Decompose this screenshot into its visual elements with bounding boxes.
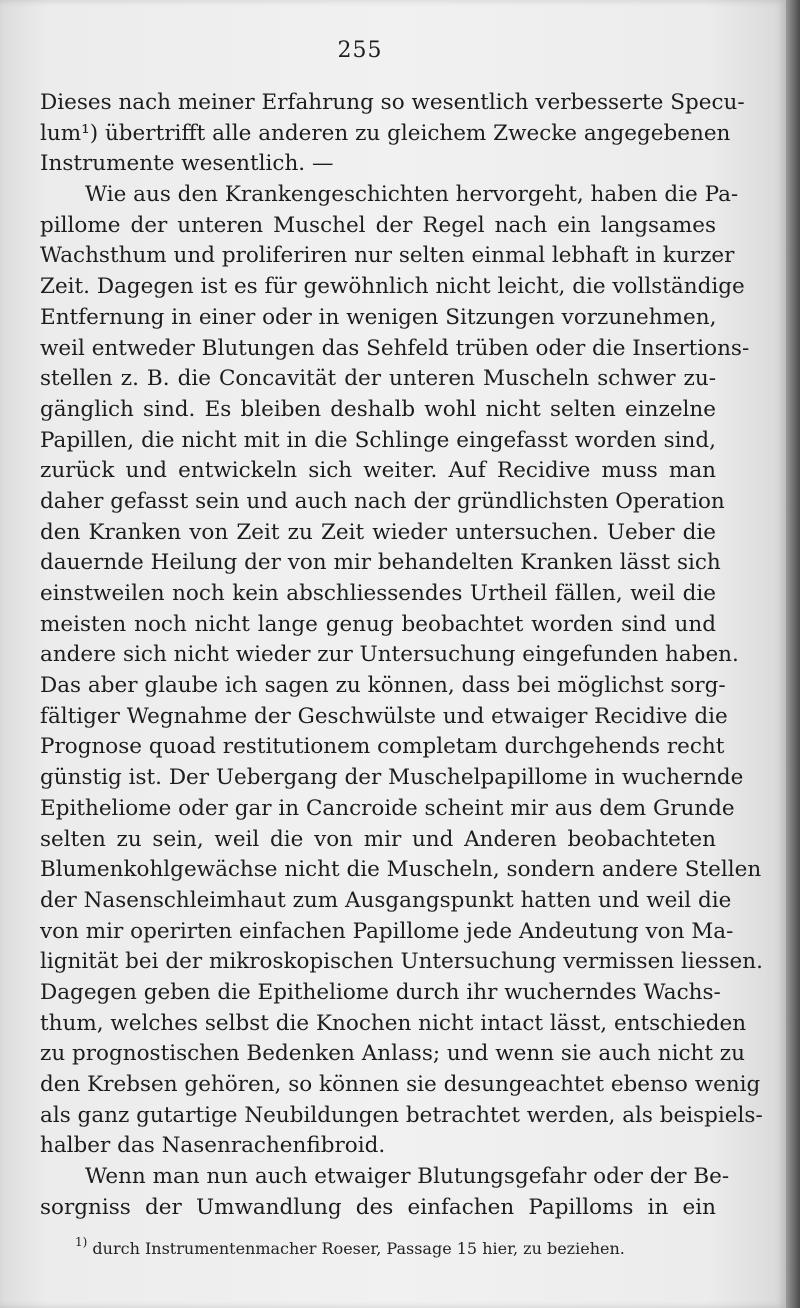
- text-line: Wachsthum und proliferiren nur selten einmal lebhaft in kurzer: [40, 243, 735, 269]
- page-number: 255: [337, 38, 383, 63]
- text-line: Prognose quoad restitutionem completam durchgehends recht: [40, 734, 725, 760]
- text-line: halber das Nasenrachenfibroid.: [40, 1133, 386, 1159]
- text-line: Epitheliome oder gar in Cancroide scheint mir aus dem Grunde: [40, 795, 735, 821]
- footnote: [75, 1237, 695, 1261]
- text-line: selten zu sein, weil die von mir und Anderen beobachteten: [40, 826, 716, 852]
- text-line: den Kranken von Zeit zu Zeit wieder untersuchen. Ueber die: [40, 519, 716, 545]
- text-line: andere sich nicht wieder zur Untersuchung eingefunden haben.: [40, 642, 739, 668]
- text-line: zu prognostischen Bedenken Anlass; und wenn sie auch nicht zu: [40, 1041, 745, 1067]
- text-line: pillome der unteren Muschel der Regel nach ein langsames: [40, 212, 716, 238]
- text-line: meisten noch nicht lange genug beobachtet worden sind und: [40, 611, 716, 637]
- text-line: Instrumente wesentlich. —: [40, 151, 334, 177]
- text-line: Blumenkohlgewächse nicht die Muscheln, sondern andere Stellen: [40, 857, 762, 883]
- text-line: Wie aus den Krankengeschichten hervorgeht, haben die Pa-: [85, 182, 739, 208]
- text-line: Entfernung in einer oder in wenigen Sitzungen vorzunehmen,: [40, 304, 717, 330]
- paragraph-1: [40, 88, 745, 180]
- body-text: [40, 88, 763, 1223]
- text-line: Dagegen geben die Epitheliome durch ihr wucherndes Wachs-: [40, 979, 721, 1005]
- text-line: sorgniss der Umwandlung des einfachen Papilloms in ein: [40, 1194, 716, 1220]
- text-line: Papillen, die nicht mit in die Schlinge eingefasst worden sind,: [40, 427, 716, 453]
- text-line: den Krebsen gehören, so können sie desungeachtet ebenso wenig: [40, 1072, 761, 1097]
- text-line: zurück und entwickeln sich weiter. Auf Recidive muss man: [40, 458, 716, 484]
- text-line: fältiger Wegnahme der Geschwülste und etwaiger Recidive die: [40, 703, 728, 729]
- text-line: Dieses nach meiner Erfahrung so wesentlich verbesserte Specu-: [40, 90, 745, 115]
- text-line: als ganz gutartige Neubildungen betrachtet werden, als beispiels-: [40, 1102, 763, 1128]
- text-line: Wenn man nun auch etwaiger Blutungsgefahr oder der Be-: [85, 1164, 730, 1190]
- book-edge-shadow: [786, 0, 800, 1308]
- text-line: dauernde Heilung der von mir behandelten Kranken lässt sich: [40, 550, 721, 576]
- text-line: weil entweder Blutungen das Sehfeld trüben oder die Insertions-: [40, 335, 750, 361]
- text-line: günstig ist. Der Uebergang der Muschelpapillome in wuchernde: [40, 765, 744, 791]
- text-line: lum¹) übertrifft alle anderen zu gleichem Zwecke angegebenen: [40, 120, 731, 146]
- paragraph-3: [40, 1162, 730, 1223]
- text-line: lignität bei der mikroskopischen Untersuchung vermissen liessen.: [40, 949, 763, 975]
- text-line: Das aber glaube ich sagen zu können, dass bei möglichst sorg-: [40, 673, 726, 699]
- text-line: einstweilen noch kein abschliessendes Urtheil fällen, weil die: [40, 581, 716, 606]
- text-line: daher gefasst sein und auch nach der gründlichsten Operation: [40, 488, 725, 514]
- text-line: gänglich sind. Es bleiben deshalb wohl nicht selten einzelne: [40, 396, 716, 422]
- text-line: Zeit. Dagegen ist es für gewöhnlich nicht leicht, die vollständige: [40, 274, 745, 300]
- text-line: stellen z. B. die Concavität der unteren Muscheln schwer zu-: [40, 366, 716, 392]
- paragraph-2: [40, 180, 763, 1162]
- text-line: thum, welches selbst die Knochen nicht intact lässt, entschieden: [40, 1010, 747, 1036]
- text-line: der Nasenschleimhaut zum Ausgangspunkt hatten und weil die: [40, 887, 732, 913]
- text-line: von mir operirten einfachen Papillome jede Andeutung von Ma-: [40, 918, 734, 944]
- footnote-marker: 1): [75, 1235, 88, 1249]
- footnote-text: durch Instrumentenmacher Roeser, Passage 15 hier, zu beziehen.: [92, 1239, 625, 1258]
